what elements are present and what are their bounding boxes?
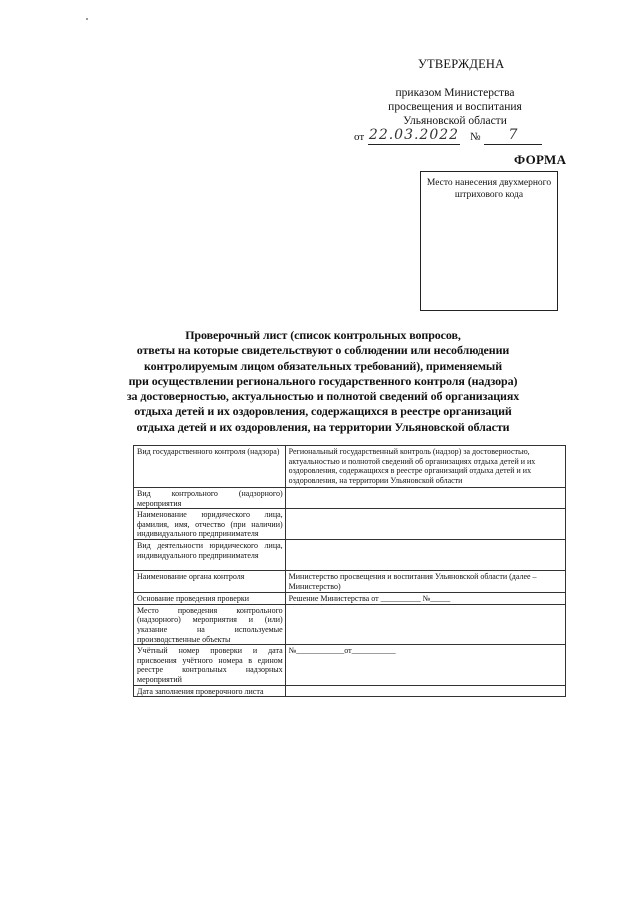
- number-prefix: №: [470, 131, 481, 143]
- row-value: Региональный государственный контроль (надзор) за достоверностью, актуальностью и полнотой сведений об организациях отдыха детей и их оздоровления, содержащихся в реестре организаций отдыха детей и их оздоровления, на территории Ульяновской области: [285, 446, 565, 488]
- row-value: Министерство просвещения и воспитания Ульяновской области (далее – Министерство): [285, 571, 565, 593]
- date-prefix: от: [354, 131, 365, 143]
- title-line: отдыха детей и их оздоровления, на территории Ульяновской области: [136, 419, 510, 434]
- row-label: Вид контрольного (надзорного) мероприятия: [134, 488, 286, 509]
- row-label: Наименование юридического лица, фамилия, имя, отчество (при наличии) индивидуального предпринимателя: [134, 509, 286, 540]
- table-row: [134, 571, 566, 593]
- table-row: [134, 593, 566, 605]
- order-date-number: [354, 129, 554, 145]
- title-line: отдыха детей и их оздоровления, содержащихся в реестре организаций: [134, 404, 512, 419]
- table-row: [134, 509, 566, 540]
- scan-speck: [86, 18, 88, 20]
- table-row: [134, 604, 566, 644]
- row-value: [285, 604, 565, 644]
- row-value: Решение Министерства от __________ №_____: [285, 593, 565, 605]
- barcode-placeholder-box: [420, 171, 558, 311]
- table-row: [134, 685, 566, 697]
- row-value: №____________от___________: [285, 645, 565, 685]
- row-label: Основание проведения проверки: [134, 593, 286, 605]
- title-line: ответы на которые свидетельствуют о соблюдении или несоблюдении: [136, 343, 510, 358]
- table-row: [134, 645, 566, 685]
- row-label: Место проведения контрольного (надзорного) мероприятия и (или) указание на используемые производственные объекты: [134, 604, 286, 644]
- title-line: контролируемым лицом обязательных требований), применяемый: [143, 358, 503, 373]
- inspection-info-table: [133, 445, 566, 697]
- document-title: [118, 328, 528, 435]
- order-line: просвещения и воспитания: [388, 101, 522, 113]
- row-label: Учётный номер проверки и дата присвоения учётного номера в едином реестре контрольных надзорных мероприятий: [134, 645, 286, 685]
- row-label: Вид государственного контроля (надзора): [134, 446, 286, 488]
- order-line: приказом Министерства: [395, 87, 515, 99]
- title-line: Проверочный лист (список контрольных вопросов,: [185, 328, 461, 342]
- row-value: [285, 685, 565, 697]
- row-value: [285, 540, 565, 571]
- row-label: Вид деятельности юридического лица, индивидуального предпринимателя: [134, 540, 286, 571]
- approval-heading: УТВЕРЖДЕНА: [418, 57, 505, 71]
- table-row: [134, 446, 566, 488]
- row-value: [285, 488, 565, 509]
- row-label: Дата заполнения проверочного листа: [134, 685, 286, 697]
- title-line: при осуществлении регионального государственного контроля (надзора): [128, 373, 518, 388]
- table-row: [134, 488, 566, 509]
- form-label: ФОРМА: [514, 152, 567, 167]
- order-date-handwritten: 22.03.2022: [368, 127, 460, 143]
- row-value: [285, 509, 565, 540]
- order-line: Ульяновской области: [403, 115, 507, 127]
- title-line: за достоверностью, актуальностью и полнотой сведений об организациях: [126, 389, 520, 404]
- order-number-handwritten: 7: [484, 126, 542, 145]
- table-row: [134, 540, 566, 571]
- barcode-placeholder-text: Место нанесения двухмерного штрихового кода: [426, 178, 552, 200]
- row-label: Наименование органа контроля: [134, 571, 286, 593]
